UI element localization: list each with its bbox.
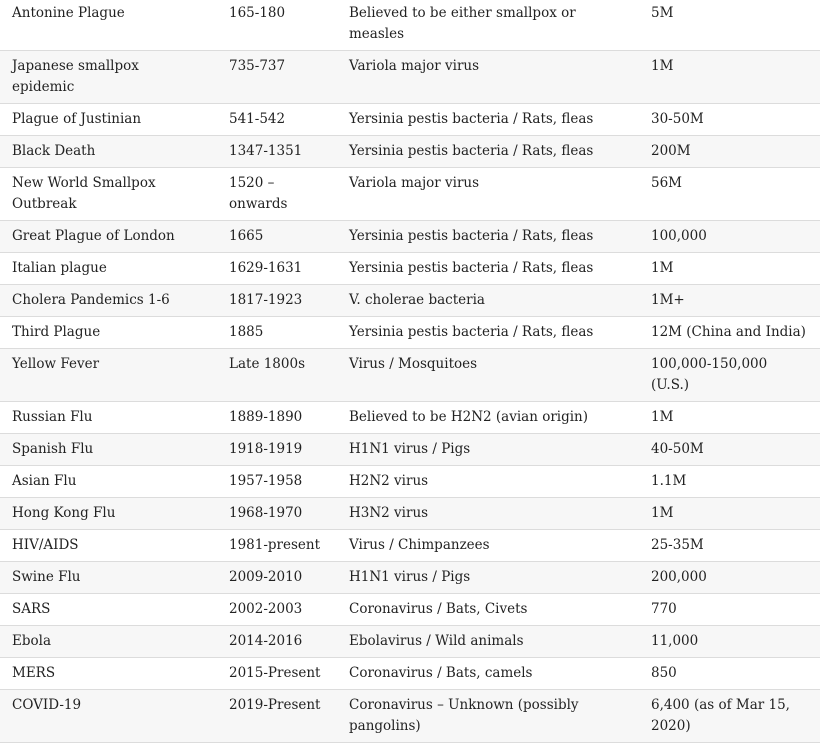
time-period-cell: 1918-1919 (217, 434, 337, 466)
cause-cell: Virus / Chimpanzees (337, 530, 639, 562)
death-toll-cell: 200M (639, 136, 820, 168)
pandemic-name-cell: Swine Flu (0, 562, 217, 594)
cause-cell: Virus / Mosquitoes (337, 349, 639, 402)
death-toll-cell: 1M (639, 253, 820, 285)
time-period-cell: 165-180 (217, 0, 337, 51)
time-period-cell: 1629-1631 (217, 253, 337, 285)
table-row (0, 168, 820, 221)
death-toll-cell: 11,000 (639, 626, 820, 658)
table-row (0, 498, 820, 530)
time-period-cell: 1665 (217, 221, 337, 253)
death-toll-cell: 40-50M (639, 434, 820, 466)
table-row (0, 285, 820, 317)
time-period-cell: 735-737 (217, 51, 337, 104)
pandemic-name-cell: SARS (0, 594, 217, 626)
death-toll-cell: 100,000 (639, 221, 820, 253)
death-toll-cell: 56M (639, 168, 820, 221)
death-toll-cell: 1M (639, 402, 820, 434)
pandemic-name-cell: Cholera Pandemics 1-6 (0, 285, 217, 317)
pandemic-name-cell: New World Smallpox Outbreak (0, 168, 217, 221)
cause-cell: Yersinia pestis bacteria / Rats, fleas (337, 136, 639, 168)
cause-cell: H2N2 virus (337, 466, 639, 498)
death-toll-cell: 1M (639, 498, 820, 530)
cause-cell: H3N2 virus (337, 498, 639, 530)
pandemic-name-cell: Asian Flu (0, 466, 217, 498)
pandemic-name-cell: MERS (0, 658, 217, 690)
time-period-cell: 1885 (217, 317, 337, 349)
time-period-cell: 2009-2010 (217, 562, 337, 594)
death-toll-cell: 5M (639, 0, 820, 51)
pandemic-name-cell: Yellow Fever (0, 349, 217, 402)
time-period-cell: 2014-2016 (217, 626, 337, 658)
time-period-cell: 1817-1923 (217, 285, 337, 317)
death-toll-cell: 770 (639, 594, 820, 626)
time-period-cell: 541-542 (217, 104, 337, 136)
death-toll-cell: 1M (639, 51, 820, 104)
cause-cell: Yersinia pestis bacteria / Rats, fleas (337, 104, 639, 136)
cause-cell: Coronavirus / Bats, camels (337, 658, 639, 690)
table-row (0, 562, 820, 594)
time-period-cell: 2002-2003 (217, 594, 337, 626)
table-row (0, 658, 820, 690)
cause-cell: H1N1 virus / Pigs (337, 562, 639, 594)
death-toll-cell: 850 (639, 658, 820, 690)
table-row (0, 253, 820, 285)
cause-cell: Yersinia pestis bacteria / Rats, fleas (337, 253, 639, 285)
pandemic-name-cell: Ebola (0, 626, 217, 658)
pandemic-name-cell: Plague of Justinian (0, 104, 217, 136)
cause-cell: Yersinia pestis bacteria / Rats, fleas (337, 221, 639, 253)
pandemic-name-cell: Japanese smallpox epidemic (0, 51, 217, 104)
cause-cell: Variola major virus (337, 168, 639, 221)
table-row (0, 221, 820, 253)
cause-cell: Ebolavirus / Wild animals (337, 626, 639, 658)
table-row (0, 530, 820, 562)
pandemic-name-cell: Black Death (0, 136, 217, 168)
time-period-cell: 1347-1351 (217, 136, 337, 168)
time-period-cell: 1957-1958 (217, 466, 337, 498)
cause-cell: V. cholerae bacteria (337, 285, 639, 317)
table-row (0, 0, 820, 51)
table-row (0, 104, 820, 136)
cause-cell: H1N1 virus / Pigs (337, 434, 639, 466)
cause-cell: Believed to be either smallpox or measles (337, 0, 639, 51)
table-row (0, 594, 820, 626)
time-period-cell: 2019-Present (217, 690, 337, 743)
table-row (0, 349, 820, 402)
cause-cell: Coronavirus – Unknown (possibly pangolins) (337, 690, 639, 743)
cause-cell: Yersinia pestis bacteria / Rats, fleas (337, 317, 639, 349)
death-toll-cell: 200,000 (639, 562, 820, 594)
pandemic-name-cell: Great Plague of London (0, 221, 217, 253)
cause-cell: Variola major virus (337, 51, 639, 104)
death-toll-cell: 1M+ (639, 285, 820, 317)
death-toll-cell: 1.1M (639, 466, 820, 498)
table-row (0, 402, 820, 434)
death-toll-cell: 30-50M (639, 104, 820, 136)
time-period-cell: Late 1800s (217, 349, 337, 402)
death-toll-cell: 6,400 (as of Mar 15, 2020) (639, 690, 820, 743)
death-toll-cell: 12M (China and India) (639, 317, 820, 349)
cause-cell: Believed to be H2N2 (avian origin) (337, 402, 639, 434)
table-row (0, 136, 820, 168)
time-period-cell: 1889-1890 (217, 402, 337, 434)
table-row (0, 317, 820, 349)
pandemic-name-cell: Russian Flu (0, 402, 217, 434)
pandemic-name-cell: Hong Kong Flu (0, 498, 217, 530)
pandemic-name-cell: Spanish Flu (0, 434, 217, 466)
table-row (0, 434, 820, 466)
pandemic-name-cell: Antonine Plague (0, 0, 217, 51)
time-period-cell: 1968-1970 (217, 498, 337, 530)
table-row (0, 51, 820, 104)
death-toll-cell: 25-35M (639, 530, 820, 562)
death-toll-cell: 100,000-150,000 (U.S.) (639, 349, 820, 402)
pandemic-name-cell: HIV/AIDS (0, 530, 217, 562)
table-row (0, 626, 820, 658)
time-period-cell: 1520 – onwards (217, 168, 337, 221)
pandemic-name-cell: COVID-19 (0, 690, 217, 743)
pandemic-name-cell: Italian plague (0, 253, 217, 285)
table-row (0, 466, 820, 498)
time-period-cell: 2015-Present (217, 658, 337, 690)
pandemic-name-cell: Third Plague (0, 317, 217, 349)
table-row (0, 690, 820, 743)
time-period-cell: 1981-present (217, 530, 337, 562)
cause-cell: Coronavirus / Bats, Civets (337, 594, 639, 626)
